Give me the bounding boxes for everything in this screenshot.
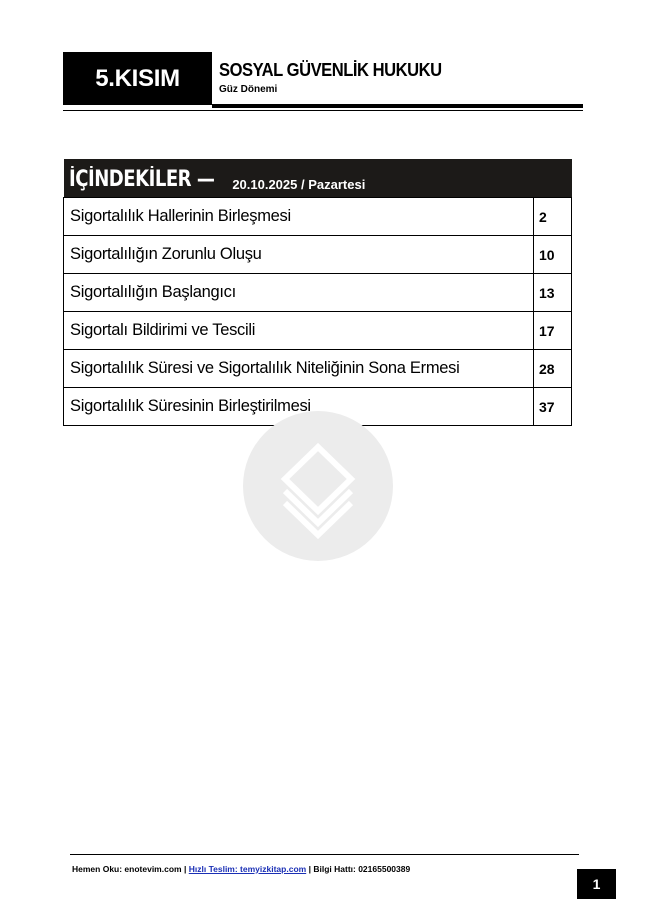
- footer-separator: |: [183, 864, 187, 874]
- toc-entry-title[interactable]: Sigortalılığın Başlangıcı: [64, 274, 534, 312]
- toc-entry-page: 10: [534, 236, 572, 274]
- toc-date: 20.10.2025 / Pazartesi: [232, 177, 366, 192]
- table-row[interactable]: [64, 350, 572, 388]
- course-title: SOSYAL GÜVENLİK HUKUKU: [219, 60, 442, 80]
- toc-entry-title[interactable]: Sigortalılık Süresi ve Sigortalılık Niteliğinin Sona Ermesi: [64, 350, 534, 388]
- footer-read-label: Hemen Oku: enotevim.com: [72, 864, 182, 874]
- toc-entry-title[interactable]: Sigortalılık Süresinin Birleştirilmesi: [64, 388, 534, 426]
- table-row[interactable]: [64, 312, 572, 350]
- toc-entry-page: 2: [534, 198, 572, 236]
- toc-entry-title[interactable]: Sigortalılığın Zorunlu Oluşu: [64, 236, 534, 274]
- header-rule-thick: [212, 104, 583, 108]
- term-label: Güz Dönemi: [219, 84, 278, 95]
- footer-delivery-link[interactable]: Hızlı Teslim: temyizkitap.com: [188, 864, 307, 874]
- toc-entry-title[interactable]: Sigortalılık Hallerinin Birleşmesi: [64, 198, 534, 236]
- footer-rule: [70, 854, 579, 855]
- toc-entry-title[interactable]: Sigortalı Bildirimi ve Tescili: [64, 312, 534, 350]
- footer-separator: |: [308, 864, 311, 874]
- page-number: 1: [592, 876, 601, 892]
- footer-phone-label: Bilgi Hattı: 02165500389: [313, 864, 411, 874]
- toc-header: [64, 159, 572, 197]
- section-label: 5.KISIM: [95, 64, 180, 92]
- section-label-box: [63, 52, 212, 105]
- toc-heading: İÇİNDEKİLER —: [69, 167, 215, 192]
- table-row[interactable]: [64, 198, 572, 236]
- table-row[interactable]: [64, 274, 572, 312]
- toc-entry-page: 13: [534, 274, 572, 312]
- toc-entry-page: 37: [534, 388, 572, 426]
- header-rule-thin: [63, 110, 583, 111]
- page-number-box: [577, 869, 616, 899]
- toc-entry-page: 17: [534, 312, 572, 350]
- toc-entry-page: 28: [534, 350, 572, 388]
- footer: [72, 864, 410, 874]
- table-of-contents: [63, 159, 572, 426]
- stacked-layers-icon: [243, 411, 393, 561]
- toc-table: [63, 197, 572, 426]
- table-row[interactable]: [64, 236, 572, 274]
